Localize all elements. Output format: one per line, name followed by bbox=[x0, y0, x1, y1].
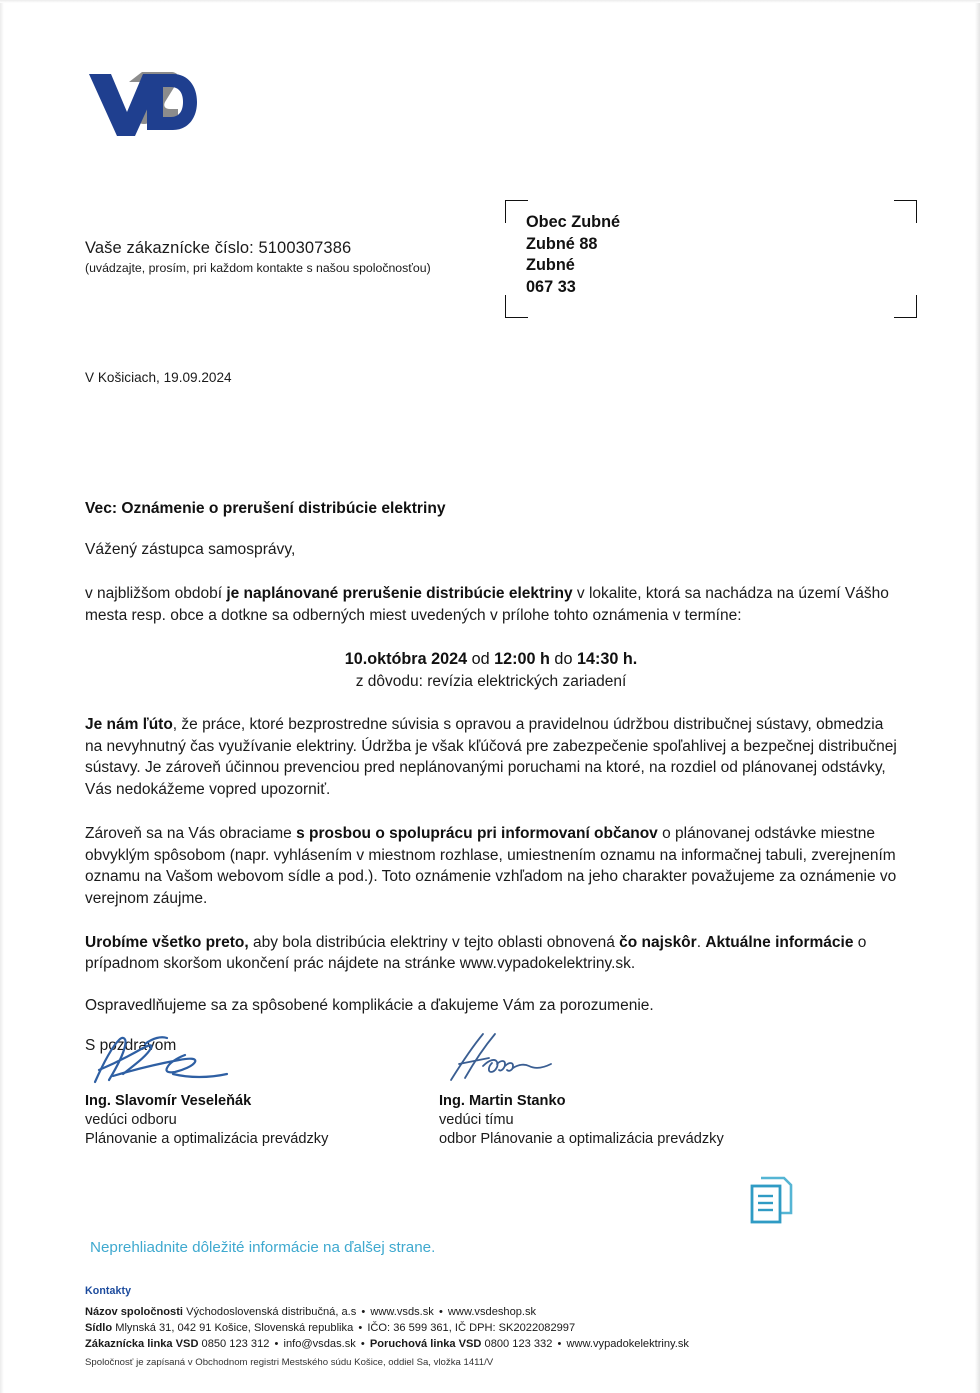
para4-emphasis-2: čo najskôr bbox=[619, 933, 697, 951]
para4-part-d: . bbox=[696, 933, 706, 951]
paragraph-announcement bbox=[85, 583, 897, 626]
footer-bullet-5: • bbox=[357, 1337, 368, 1350]
address-line-4: 067 33 bbox=[526, 277, 576, 296]
address-line-3: Zubné bbox=[526, 256, 575, 274]
documents-icon bbox=[748, 1175, 796, 1230]
outage-schedule bbox=[85, 648, 897, 692]
signature-ink-stanko bbox=[439, 1030, 839, 1092]
footer-title: Kontakty bbox=[85, 1285, 132, 1297]
footer-email: info@vsdas.sk bbox=[283, 1337, 356, 1350]
footer-bullet-4: • bbox=[271, 1337, 282, 1350]
page-edge-right bbox=[975, 0, 980, 1393]
outage-reason: z dôvodu: revízia elektrických zariadení bbox=[355, 672, 627, 690]
place-and-date: V Košiciach, 19.09.2024 bbox=[85, 370, 232, 385]
crop-mark-top-right bbox=[894, 200, 917, 223]
footer-bullet-1: • bbox=[358, 1306, 369, 1318]
customer-number-line: Vaše zákaznícke číslo: 5100307386 bbox=[85, 239, 352, 257]
para2-rest: , že práce, ktoré bezprostredne súvisia s opravou a pravidelnou údržbou distribučnej sústavy, obmedzia na nevyhnutný čas využívanie elektriny. Údržba je však kľúčová pre zabezpečenie spoľahlivej a bezpečnej distribučnej sústavy. Je zároveň účinnou prevenciou pred neplánovanými poruchami na ktoré, na rozdiel od plánovanej odstávky, Vás nedokážeme vopred upozorniť. bbox=[85, 716, 897, 799]
address-line-1: Obec Zubné bbox=[526, 213, 621, 231]
outage-time-from: 12:00 h bbox=[494, 650, 550, 669]
signature-ink-veselenak bbox=[85, 1030, 445, 1092]
outage-from-label: od bbox=[467, 650, 495, 669]
footer-contacts bbox=[85, 1285, 905, 1368]
outage-datetime-line bbox=[85, 648, 897, 670]
footer-customer-line-value: 0850 123 312 bbox=[198, 1337, 270, 1350]
footer-bullet-6: • bbox=[554, 1337, 565, 1350]
footer-seat-value: Mlynská 31, 042 91 Košice, Slovenská republika bbox=[112, 1321, 354, 1334]
vsd-logo bbox=[85, 68, 197, 140]
footer-web-2: www.vsdeshop.sk bbox=[447, 1306, 537, 1318]
footer-company-value: Východoslovenská distribučná, a.s bbox=[183, 1306, 357, 1318]
salutation: Vážený zástupca samosprávy, bbox=[85, 541, 296, 558]
signatory-name-1: Ing. Slavomír Veseleňák bbox=[85, 1093, 252, 1109]
para3-part-c: o plánovanej odstávke miestne obvyklým spôsobom (napr. vyhlásením v miestnom rozhlase, umiestnením oznamu na informačnej tabuli, zverejnením oznamu na Vašom webovom sídle a pod.). Toto oznámenie vzhľadom na jeho charakter považujeme za oznámenie vo verejnom záujme. bbox=[85, 824, 897, 907]
para1-part-a: v najbližšom období bbox=[85, 585, 227, 602]
footer-hotline-line bbox=[85, 1337, 905, 1353]
footer-legal-registry: Spoločnosť je zapísaná v Obchodnom registri Mestského súdu Košice, oddiel Sa, vložka 1411/V bbox=[85, 1357, 494, 1369]
outage-time-to: 14:30 h. bbox=[576, 650, 638, 669]
customer-number-note: (uvádzajte, prosím, pri každom kontakte s našou spoločnosťou) bbox=[85, 260, 431, 275]
signatory-department-2: odbor Plánovanie a optimalizácia prevádzky bbox=[439, 1130, 724, 1147]
signatory-role-1: vedúci odboru bbox=[85, 1111, 177, 1128]
para4-emphasis-1: Urobíme všetko preto, bbox=[85, 933, 249, 951]
recipient-address bbox=[526, 212, 620, 298]
footer-web-1: www.vsds.sk bbox=[370, 1306, 434, 1318]
signatory-department-1: Plánovanie a optimalizácia prevádzky bbox=[85, 1130, 329, 1147]
footer-ico-value: IČO: 36 599 361, IČ DPH: SK2022082997 bbox=[367, 1321, 576, 1334]
footer-company-line bbox=[85, 1305, 905, 1321]
footer-company-label: Názov spoločnosti bbox=[85, 1306, 184, 1318]
crop-mark-bottom-left bbox=[505, 295, 528, 318]
para4-emphasis-3: Aktuálne informácie bbox=[705, 933, 854, 951]
apology-line: Ospravedlňujeme sa za spôsobené komplikácie a ďakujeme Vám za porozumenie. bbox=[85, 996, 654, 1014]
footer-bullet-3: • bbox=[355, 1321, 366, 1334]
paragraph-apology-maintenance bbox=[85, 714, 897, 801]
para2-emphasis: Je nám ľúto bbox=[85, 716, 173, 734]
signatory-name-2: Ing. Martin Stanko bbox=[439, 1093, 566, 1109]
para3-emphasis: s prosbou o spoluprácu pri informovaní občanov bbox=[296, 824, 658, 842]
footer-bullet-2: • bbox=[435, 1306, 446, 1318]
para1-part-c: v lokalite, ktorá sa nachádza na území Vášho mesta resp. obce a dotkne sa odberných miest uvedených v prílohe tohto oznámenia v termíne: bbox=[85, 585, 889, 624]
footer-web-3: www.vypadokelektriny.sk bbox=[566, 1337, 689, 1350]
para3-part-a: Zároveň sa na Vás obraciame bbox=[85, 824, 297, 842]
crop-mark-bottom-right bbox=[894, 295, 917, 318]
page-edge-left bbox=[0, 0, 4, 1393]
footer-fault-line-label: Poruchová linka VSD bbox=[369, 1337, 482, 1350]
letter-body bbox=[85, 500, 897, 1077]
footer-fault-line-value: 0800 123 332 bbox=[481, 1337, 553, 1350]
paragraph-restoration-info bbox=[85, 932, 897, 975]
para4-part-b: aby bola distribúcia elektriny v tejto oblasti obnovená bbox=[248, 933, 620, 951]
signature-block-1 bbox=[85, 1030, 445, 1149]
customer-number-block bbox=[85, 238, 515, 276]
next-page-notice: Neprehliadnite dôležité informácie na ďalšej strane. bbox=[90, 1239, 436, 1256]
paragraph-cooperation-request bbox=[85, 823, 897, 910]
regards-line: S pozdravom bbox=[85, 1036, 177, 1054]
para1-emphasis: je naplánované prerušenie distribúcie elektriny bbox=[226, 585, 573, 602]
subject-line: Vec: Oznámenie o prerušení distribúcie elektriny bbox=[85, 500, 446, 517]
recipient-address-window bbox=[505, 200, 917, 318]
signatory-role-2: vedúci tímu bbox=[439, 1111, 514, 1128]
footer-seat-label: Sídlo bbox=[85, 1321, 113, 1334]
signature-block-2 bbox=[439, 1030, 839, 1149]
para4-part-f: o prípadnom skoršom ukončení prác nájdete na stránke www.vypadokelektriny.sk. bbox=[85, 933, 867, 973]
outage-date: 10.októbra 2024 bbox=[344, 650, 468, 669]
footer-seat-line bbox=[85, 1321, 905, 1337]
crop-mark-top-left bbox=[505, 200, 528, 223]
outage-to-label: do bbox=[549, 650, 577, 669]
footer-customer-line-label: Zákaznícka linka VSD bbox=[85, 1337, 199, 1350]
address-line-2: Zubné 88 bbox=[526, 234, 598, 253]
page-edge-top bbox=[0, 0, 980, 3]
